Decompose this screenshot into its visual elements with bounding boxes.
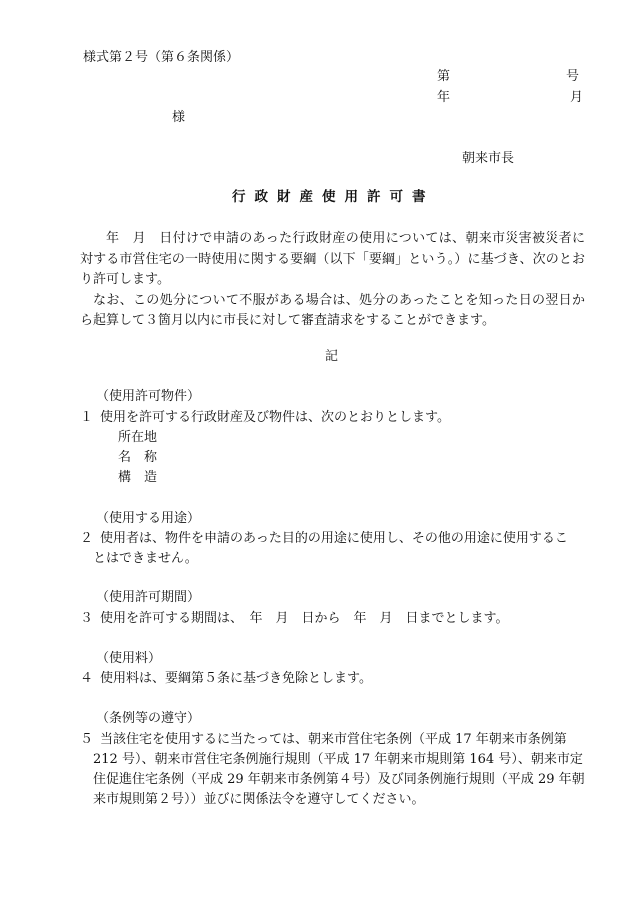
section-1-text: 使用を許可する行政財産及び物件は、次のとおりとします。: [100, 410, 450, 425]
section-2-heading: （使用する用途）: [96, 511, 201, 526]
section-5-text-cont-1: 212 号）、朝来市営住宅条例施行規則（平成 17 年朝来市規則第 164 号）、朝来市定: [93, 752, 583, 767]
section-3-number: ３: [80, 611, 94, 626]
date-month-label: 月: [570, 90, 584, 105]
ki-marker: 記: [325, 349, 339, 364]
section-5-text-cont-3: 来市規則第２号））並びに関係法令を遵守してください。: [93, 792, 425, 807]
document-title: 行政財産使用許可書: [232, 189, 435, 205]
section-2-text: 使用者は、物件を申請のあった目的の用途に使用し、その他の用途に使用するこ: [100, 531, 568, 546]
issuer-name: 朝来市長: [462, 151, 515, 166]
section-2-number: ２: [80, 531, 94, 546]
section-4-item: [80, 669, 585, 689]
document-number-suffix: 号: [566, 69, 580, 84]
section-4-heading: （使用料）: [96, 651, 162, 666]
section-3-heading: （使用許可期間）: [96, 590, 201, 605]
section-2-item: [80, 529, 585, 569]
addressee-suffix: 様: [172, 110, 186, 125]
section-1-item: [80, 408, 585, 428]
section-3-item: [80, 609, 585, 629]
intro-paragraph-1: 年 月 日付けで申請のあった行政財産の使用については、朝来市災害被災者に対する市営住宅の一時使用に関する要綱（以下「要綱」という。）に基づき、次のとおり許可します。: [80, 231, 585, 287]
section-4-number: ４: [80, 671, 94, 686]
form-number: 様式第２号（第６条関係）: [83, 50, 240, 65]
section-5-heading: （条例等の遵守）: [96, 711, 201, 726]
section-1-number: １: [80, 410, 94, 425]
section-1-heading: （使用許可物件）: [96, 389, 201, 404]
section-5-text: 当該住宅を使用するに当たっては、朝来市営住宅条例（平成 17 年朝来市条例第: [100, 732, 567, 747]
intro-body: [80, 229, 585, 332]
date-year-label: 年: [437, 90, 451, 105]
sub-item-name: 名 称: [118, 450, 158, 465]
section-5-number: ５: [80, 732, 94, 747]
sub-item-location: 所在地: [118, 430, 158, 445]
section-5-text-cont-2: 住促進住宅条例（平成 29 年朝来市条例第４号）及び同条例施行規則（平成 29 年朝: [93, 772, 585, 787]
section-4-text: 使用料は、要綱第５条に基づき免除とします。: [100, 671, 372, 686]
intro-paragraph-2: なお、この処分について不服がある場合は、処分のあったことを知った日の翌日から起算して３箇月以内に市長に対して審査請求をすることができます。: [80, 292, 585, 328]
section-3-text: 使用を許可する期間は、 年 月 日から 年 月 日までとします。: [100, 611, 509, 626]
section-2-text-cont: とはできません。: [93, 551, 198, 566]
document-number-label: 第: [437, 69, 451, 84]
section-5-item: [80, 730, 585, 810]
sub-item-structure: 構 造: [118, 470, 158, 485]
